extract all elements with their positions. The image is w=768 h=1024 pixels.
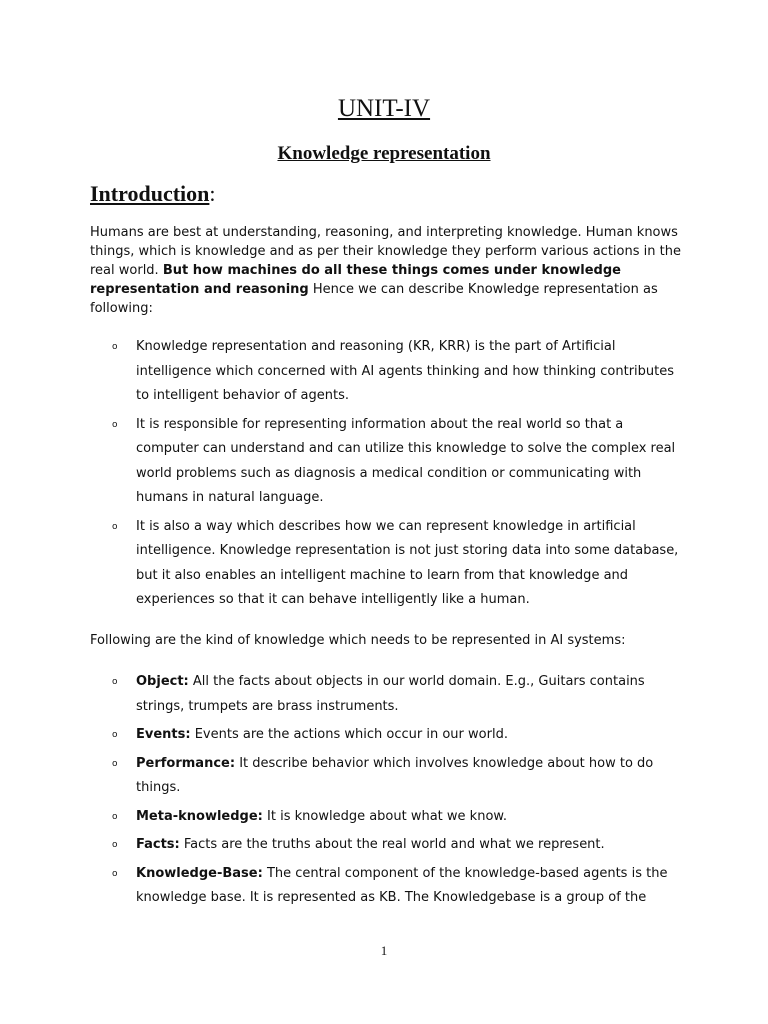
page-number: 1 (380, 943, 388, 958)
list-item (90, 413, 690, 511)
list-item-text: It describe behavior which involves knowledge about how to do things. (136, 755, 654, 795)
bullet-icon: o (112, 342, 118, 352)
list-item-text: Knowledge representation and reasoning (KR, KRR) is the part of Artificial intelligence which concerned with AI agents thinking and how thinking contributes to intelligent behavior of agents. (136, 339, 675, 403)
list-item-term: Meta-knowledge: (136, 808, 263, 824)
intro-paragraph-text-2: Hence we can describe Knowledge representation as following: (90, 282, 658, 316)
knowledge-kinds-list (90, 670, 690, 915)
introduction-heading-text: Introduction (90, 181, 210, 206)
bullet-icon: o (112, 419, 118, 430)
list-item-text: All the facts about objects in our world domain. E.g., Guitars contains strings, trumpets are brass instruments. (136, 674, 645, 714)
bullet-icon: o (112, 811, 118, 822)
list-item-term: Object: (136, 674, 189, 689)
list-item-text: The central component of the knowledge-based agents is the knowledge base. It is represented as KB. The Knowledgebase is a group of the (136, 865, 668, 905)
kinds-intro-paragraph: Following are the kind of knowledge which needs to be represented in AI systems: (90, 633, 626, 648)
list-item (90, 670, 690, 719)
list-item-text: Facts are the truths about the real world and what we represent. (179, 837, 605, 852)
intro-paragraph-text-1: Humans are best at understanding, reasoning, and interpreting knowledge. Human knows things, which is knowledge and as per their knowledge they perform various actions in the real world. (90, 225, 681, 278)
document-subtitle: Knowledge representation (277, 143, 491, 164)
intro-paragraph-bold: But how machines do all these things comes under knowledge representation and reasoning (90, 263, 621, 297)
list-item (90, 805, 690, 830)
list-item (90, 515, 690, 613)
bullet-icon: o (112, 840, 118, 850)
list-item (90, 723, 690, 748)
list-item (90, 862, 690, 911)
list-item-text: It is responsible for representing information about the real world so that a computer can understand and can utilize this knowledge to solve the complex real world problems such as diagnosis a medical condition or communicating with humans in natural language. (136, 416, 676, 505)
list-item (90, 752, 690, 801)
unit-title: UNIT-IV (337, 95, 431, 122)
introduction-heading (90, 180, 216, 208)
list-item-text: Events are the actions which occur in our world. (190, 727, 508, 742)
list-item (90, 335, 690, 409)
list-item (90, 833, 690, 858)
list-item-text: It is also a way which describes how we can represent knowledge in artificial intelligence. Knowledge representation is not just storing data into some database, but it also enables an intelligent machine to learn from that knowledge and experiences so that it can behave intelligently like a human. (136, 518, 679, 607)
bullet-icon: o (112, 677, 118, 687)
list-item-term: Knowledge-Base: (136, 865, 263, 881)
bullet-icon: o (112, 521, 118, 532)
list-item-term: Facts: (136, 837, 180, 852)
intro-bullet-list (90, 335, 690, 617)
bullet-icon: o (112, 730, 118, 740)
introduction-heading-colon: : (209, 181, 216, 206)
bullet-icon: o (112, 758, 118, 769)
intro-paragraph (90, 223, 690, 318)
list-item-text: It is knowledge about what we know. (262, 808, 507, 824)
list-item-term: Events: (136, 727, 191, 742)
bullet-icon: o (112, 868, 118, 879)
list-item-term: Performance: (136, 755, 236, 771)
